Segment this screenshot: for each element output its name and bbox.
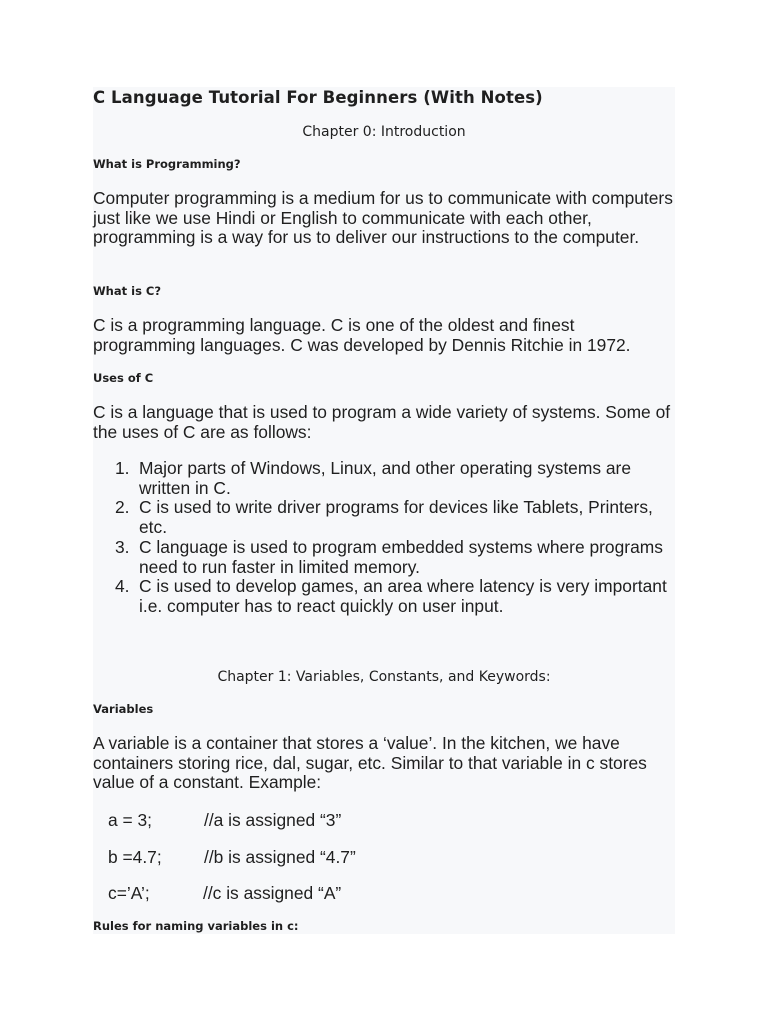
list-item xyxy=(93,498,675,537)
chapter-0-heading: Chapter 0: Introduction xyxy=(302,124,466,140)
chapter-1-heading: Chapter 1: Variables, Constants, and Keywords: xyxy=(217,669,551,685)
list-item xyxy=(93,538,675,577)
section-heading-what-is-c: What is C? xyxy=(93,284,162,298)
code-comment: //c is assigned “A” xyxy=(203,883,342,903)
code-example xyxy=(108,883,342,904)
list-item-text: C is used to write driver programs for devices like Tablets, Printers, etc. xyxy=(139,497,653,538)
code-example xyxy=(108,847,356,868)
uses-list xyxy=(93,459,675,617)
list-item-text: C language is used to program embedded systems where programs need to run faster in limited memory. xyxy=(139,536,663,577)
list-item-text: C is used to develop games, an area where latency is very important i.e. computer has to react quickly on user input. xyxy=(139,576,667,616)
paragraph-variables: A variable is a container that stores a ‘value’. In the kitchen, we have containers storing rice, dal, sugar, etc. Similar to that variable in c stores value of a constant. Example: xyxy=(93,733,647,793)
section-heading-variables: Variables xyxy=(93,702,154,716)
paragraph-uses-of-c: C is a language that is used to program a wide variety of systems. Some of the uses of C are as follows: xyxy=(93,402,671,442)
list-item-number: 1. xyxy=(115,458,130,478)
code-statement: c=’A’; xyxy=(108,883,150,903)
code-comment: //b is assigned “4.7” xyxy=(204,847,356,867)
code-statement: b =4.7; xyxy=(108,847,162,867)
section-heading-naming-rules: Rules for naming variables in c: xyxy=(93,919,299,933)
document-title: C Language Tutorial For Beginners (With Notes) xyxy=(93,88,543,107)
section-heading-uses-of-c: Uses of C xyxy=(93,371,154,385)
code-comment: //a is assigned “3” xyxy=(204,810,342,830)
code-example xyxy=(108,810,342,831)
list-item-number: 4. xyxy=(115,576,130,597)
list-item xyxy=(93,459,675,498)
document-page xyxy=(93,87,675,934)
list-item-number: 2. xyxy=(115,497,130,518)
paragraph-what-is-c: C is a programming language. C is one of the oldest and finest programming languages. C was developed by Dennis Ritchie in 1972. xyxy=(93,315,631,355)
list-item xyxy=(93,577,675,616)
section-heading-what-is-programming: What is Programming? xyxy=(93,157,241,171)
list-item-number: 3. xyxy=(115,536,130,557)
paragraph-what-is-programming: Computer programming is a medium for us to communicate with computers just like we use Hindi or English to communicate with each other, programming is a way for us to deliver our instructions to the computer. xyxy=(93,188,673,248)
code-statement: a = 3; xyxy=(108,810,152,830)
list-item-text: Major parts of Windows, Linux, and other operating systems are written in C. xyxy=(139,458,631,498)
